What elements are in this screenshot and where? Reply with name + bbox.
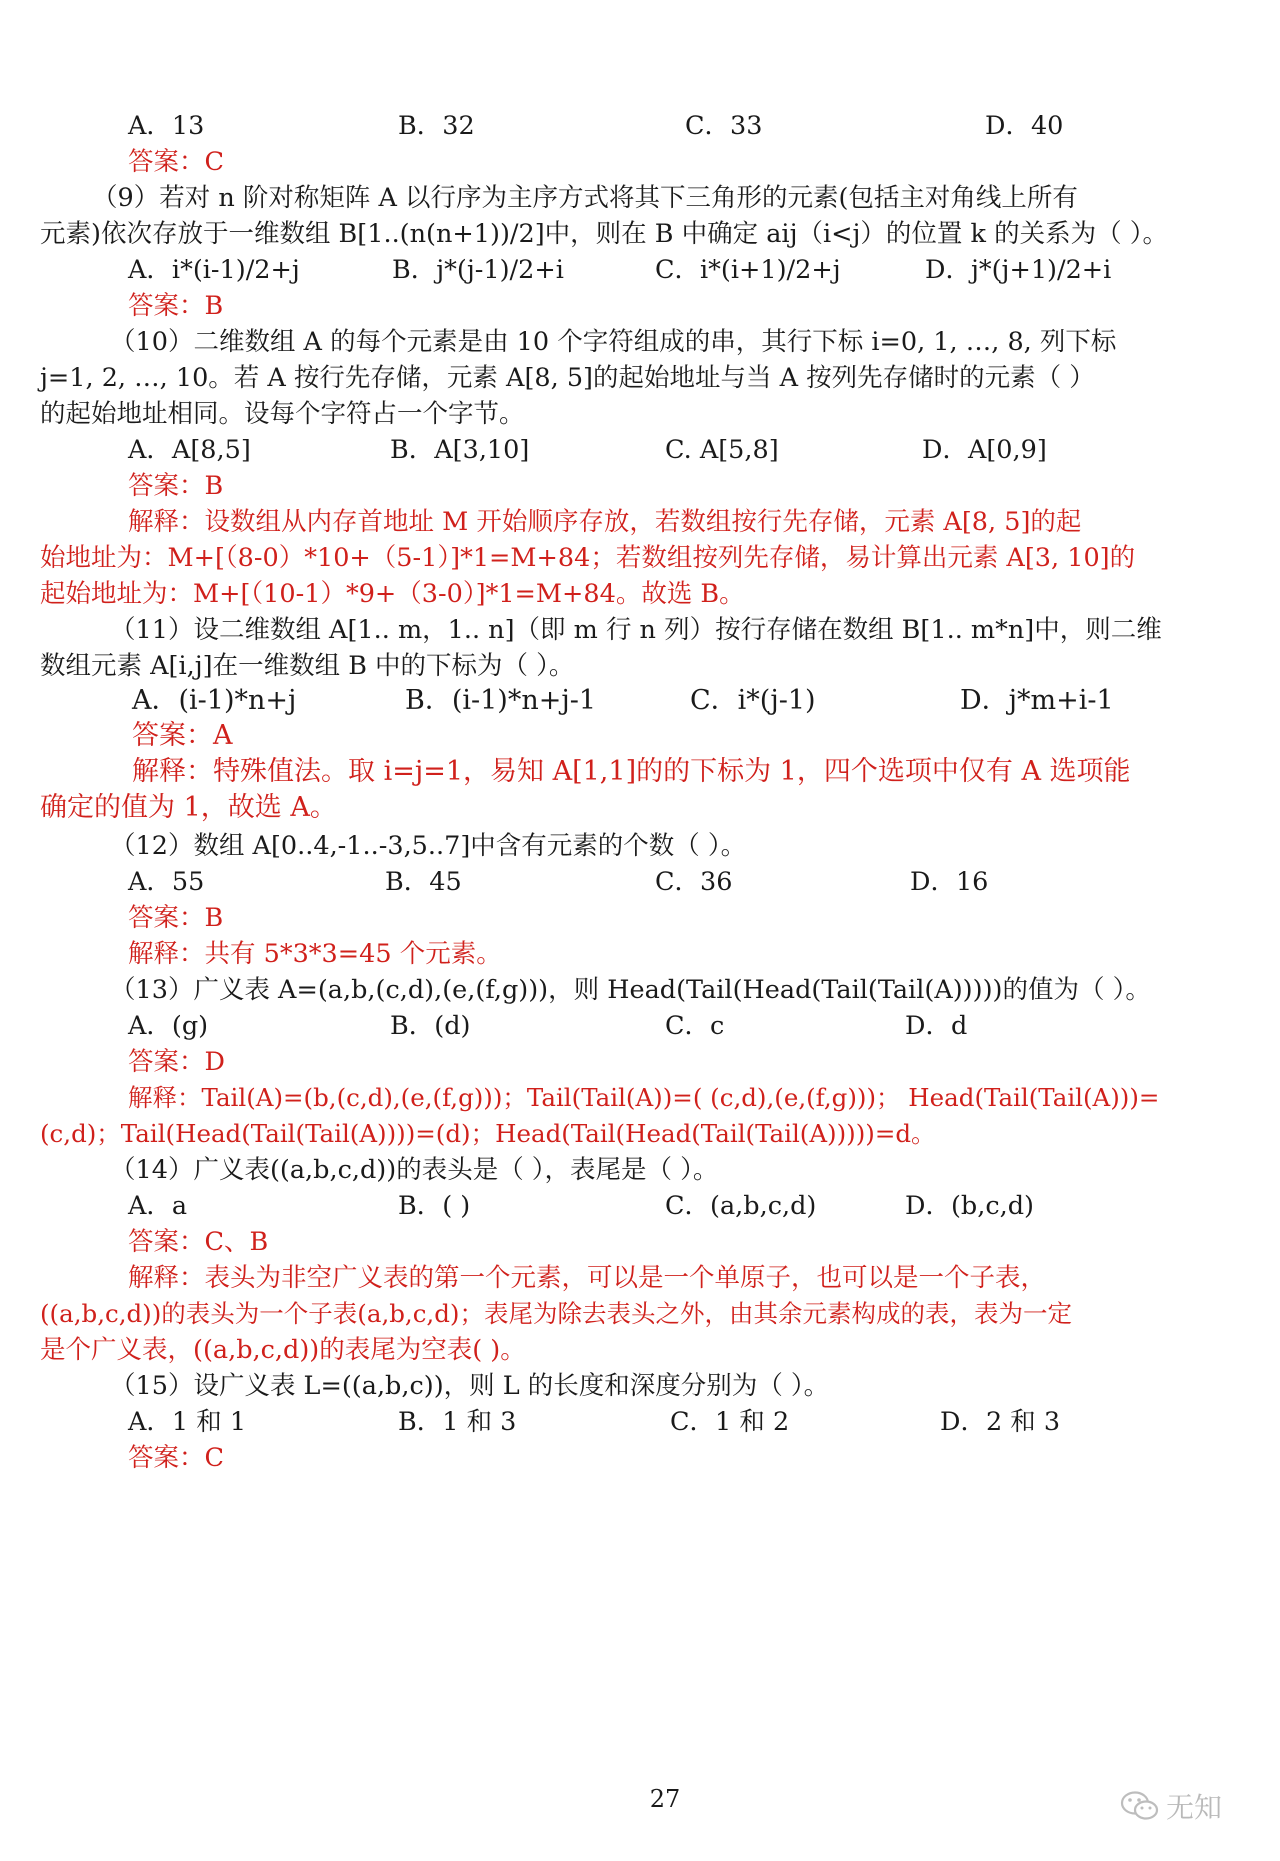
explanation-q14-line3: 是个广义表，((a,b,c,d))的表尾为空表( )。: [40, 1335, 526, 1365]
option-c: C．33: [685, 111, 763, 141]
explanation-q13-line1: 解释：Tail(A)=(b,(c,d),(e,(f,g)))；Tail(Tail(A))=( (c,d),(e,(f,g)))； Head(Tail(Tail(A)))=: [128, 1083, 1160, 1112]
option-c: C. A[5,8]: [665, 435, 779, 465]
question-q15: （15）设广义表 L=((a,b,c))，则 L 的长度和深度分别为（ ）。: [110, 1371, 830, 1401]
answer-q13: 答案：D: [128, 1047, 225, 1077]
option-a: A．(g): [128, 1011, 209, 1041]
explanation-q14-line1: 解释：表头为非空广义表的第一个元素，可以是一个单原子，也可以是一个子表，: [128, 1263, 1047, 1293]
option-c: C．1 和 2: [670, 1407, 790, 1437]
option-b: B．45: [385, 867, 462, 897]
option-d: D．2 和 3: [940, 1407, 1061, 1437]
option-b: B．( ): [398, 1191, 471, 1221]
option-b: B．A[3,10]: [390, 435, 530, 465]
answer-q15: 答案：C: [128, 1443, 225, 1473]
option-b: B．j*(j-1)/2+i: [392, 255, 564, 285]
explanation-q11-line1: 解释：特殊值法。取 i=j=1，易知 A[1,1]的的下标为 1，四个选项中仅有 A 选项能: [132, 756, 1131, 787]
answer-q12: 答案：B: [128, 903, 224, 933]
option-c: C．i*(j-1): [690, 685, 816, 716]
option-d: D．16: [910, 867, 989, 897]
page-number: 27: [649, 1785, 681, 1813]
option-c: C．(a,b,c,d): [665, 1191, 817, 1221]
option-b: B．32: [398, 111, 475, 141]
explanation-q10-line3: 起始地址为：M+[（10-1）*9+（3-0）]*1=M+84。故选 B。: [40, 579, 745, 609]
option-b: B．1 和 3: [398, 1407, 517, 1437]
option-b: B．(i-1)*n+j-1: [405, 685, 597, 716]
answer-q14: 答案：C、B: [128, 1227, 269, 1257]
answer-q11: 答案：A: [132, 720, 233, 751]
option-a: A．13: [128, 111, 205, 141]
question-q10-line2: j=1, 2, …, 10。若 A 按行先存储，元素 A[8, 5]的起始地址与当 A 按列先存储时的元素（ ）: [40, 363, 1095, 393]
wechat-icon: [1120, 1790, 1160, 1822]
question-q14: （14）广义表((a,b,c,d))的表头是（ ），表尾是（ ）。: [110, 1155, 719, 1185]
explanation-q10-line2: 始地址为：M+[（8-0）*10+（5-1）]*1=M+84；若数组按列先存储，易计算出元素 A[3, 10]的: [40, 543, 1136, 573]
option-d: D．(b,c,d): [905, 1191, 1034, 1221]
answer-q9: 答案：B: [128, 291, 224, 321]
option-d: D．j*(j+1)/2+i: [925, 255, 1112, 285]
option-d: D．A[0,9]: [922, 435, 1047, 465]
option-a: A．A[8,5]: [128, 435, 251, 465]
question-q13: （13）广义表 A=(a,b,(c,d),(e,(f,g)))，则 Head(Tail(Head(Tail(Tail(A)))))的值为（ ）。: [110, 975, 1151, 1005]
option-c: C．c: [665, 1011, 725, 1041]
explanation-q10-line1: 解释：设数组从内存首地址 M 开始顺序存放，若数组按行先存储，元素 A[8, 5]的起: [128, 507, 1082, 537]
option-d: D．j*m+i-1: [960, 685, 1114, 716]
option-a: A．1 和 1: [128, 1407, 247, 1437]
question-q11-line2: 数组元素 A[i,j]在一维数组 B 中的下标为（ ）。: [40, 651, 575, 681]
question-q10-line1: （10）二维数组 A 的每个元素是由 10 个字符组成的串，其行下标 i=0, 1, …, 8, 列下标: [110, 327, 1117, 357]
watermark: [1120, 1786, 1222, 1826]
question-q12: （12）数组 A[0..4,-1..-3,5..7]中含有元素的个数（ ）。: [110, 831, 747, 861]
option-c: C．36: [655, 867, 733, 897]
explanation-q13-line2: (c,d)；Tail(Head(Tail(Tail(A))))=(d)；Head(Tail(Head(Tail(Tail(A)))))=d。: [40, 1119, 936, 1148]
question-q11-line1: （11）设二维数组 A[1.. m，1.. n]（即 m 行 n 列）按行存储在数组 B[1.. m*n]中，则二维: [110, 615, 1162, 645]
option-a: A．(i-1)*n+j: [132, 685, 297, 716]
explanation-q11-line2: 确定的值为 1，故选 A。: [40, 792, 337, 823]
question-q10-line3: 的起始地址相同。设每个字符占一个字节。: [40, 399, 525, 429]
answer-q10: 答案：B: [128, 471, 224, 501]
explanation-q14-line2: ((a,b,c,d))的表头为一个子表(a,b,c,d)；表尾为除去表头之外，由其余元素构成的表，表为一定: [40, 1299, 1072, 1328]
question-q9-line2: 元素)依次存放于一维数组 B[1..(n(n+1))/2]中，则在 B 中确定 aij（i<j）的位置 k 的关系为（ ）。: [40, 219, 1168, 249]
option-c: C．i*(i+1)/2+j: [655, 255, 841, 285]
watermark-text: 无知: [1166, 1791, 1223, 1824]
explanation-q12: 解释：共有 5*3*3=45 个元素。: [128, 939, 502, 969]
option-b: B．(d): [390, 1011, 471, 1041]
option-d: D．40: [985, 111, 1064, 141]
option-a: A．i*(i-1)/2+j: [128, 255, 300, 285]
option-d: D．d: [905, 1011, 968, 1041]
option-a: A．a: [128, 1191, 188, 1221]
option-a: A．55: [128, 867, 205, 897]
answer-q8: 答案：C: [128, 147, 225, 177]
question-q9-line1: （9）若对 n 阶对称矩阵 A 以行序为主序方式将其下三角形的元素(包括主对角线上所有: [92, 183, 1078, 213]
